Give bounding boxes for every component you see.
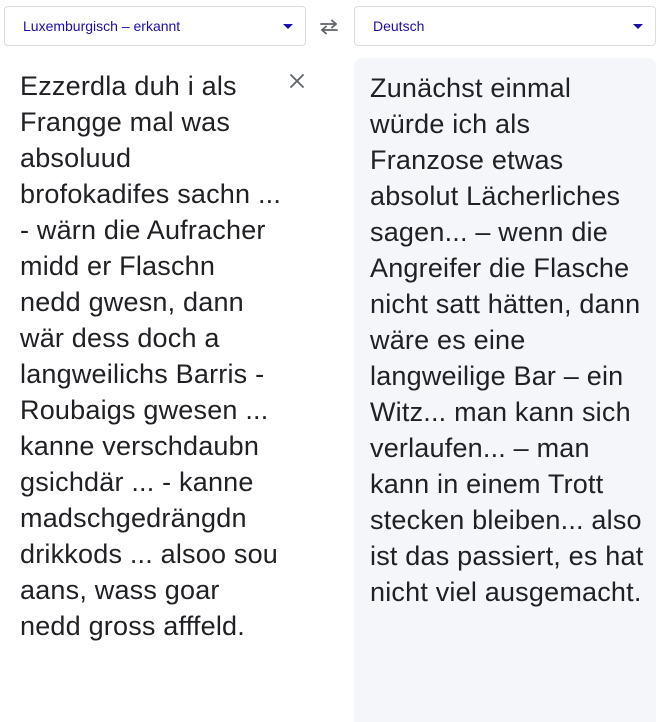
source-language-select[interactable] xyxy=(4,6,306,46)
close-icon xyxy=(289,73,305,89)
swap-languages-icon xyxy=(319,19,339,35)
chevron-down-icon xyxy=(633,24,643,29)
source-panel xyxy=(0,58,338,722)
source-language-label: Luxemburgisch – erkannt xyxy=(23,18,181,34)
chevron-down-icon xyxy=(283,24,293,29)
translated-text: Zunächst einmal würde ich als Franzose etwas absolut Lächerliches sagen... – wenn die Angreifer die Flasche nicht satt hätten, dann wäre es eine langweilige Bar – ein Witz... man kann sich verlaufen... – man kann in einem Trott stecken bleiben... also ist das passiert, es hat nicht viel ausgemacht. xyxy=(370,73,644,607)
source-text-input[interactable]: Ezzerdla duh i als Frangge mal was absoluud brofokadifes sachn ... - wärn die Aufracher midd er Flaschn nedd gwesn, dann wär dess doch a langweilichs Barris - Roubaigs gwesen ... kanne verschdaubn gsichdär ... - kanne madschgedrängdn drikkods ... alsoo sou aans, wass goar nedd gross afffeld. xyxy=(20,71,282,641)
clear-source-button[interactable] xyxy=(286,70,308,92)
target-language-select[interactable] xyxy=(354,6,656,46)
target-panel xyxy=(354,58,656,722)
swap-languages-button[interactable] xyxy=(312,12,346,42)
target-language-label: Deutsch xyxy=(373,18,425,34)
